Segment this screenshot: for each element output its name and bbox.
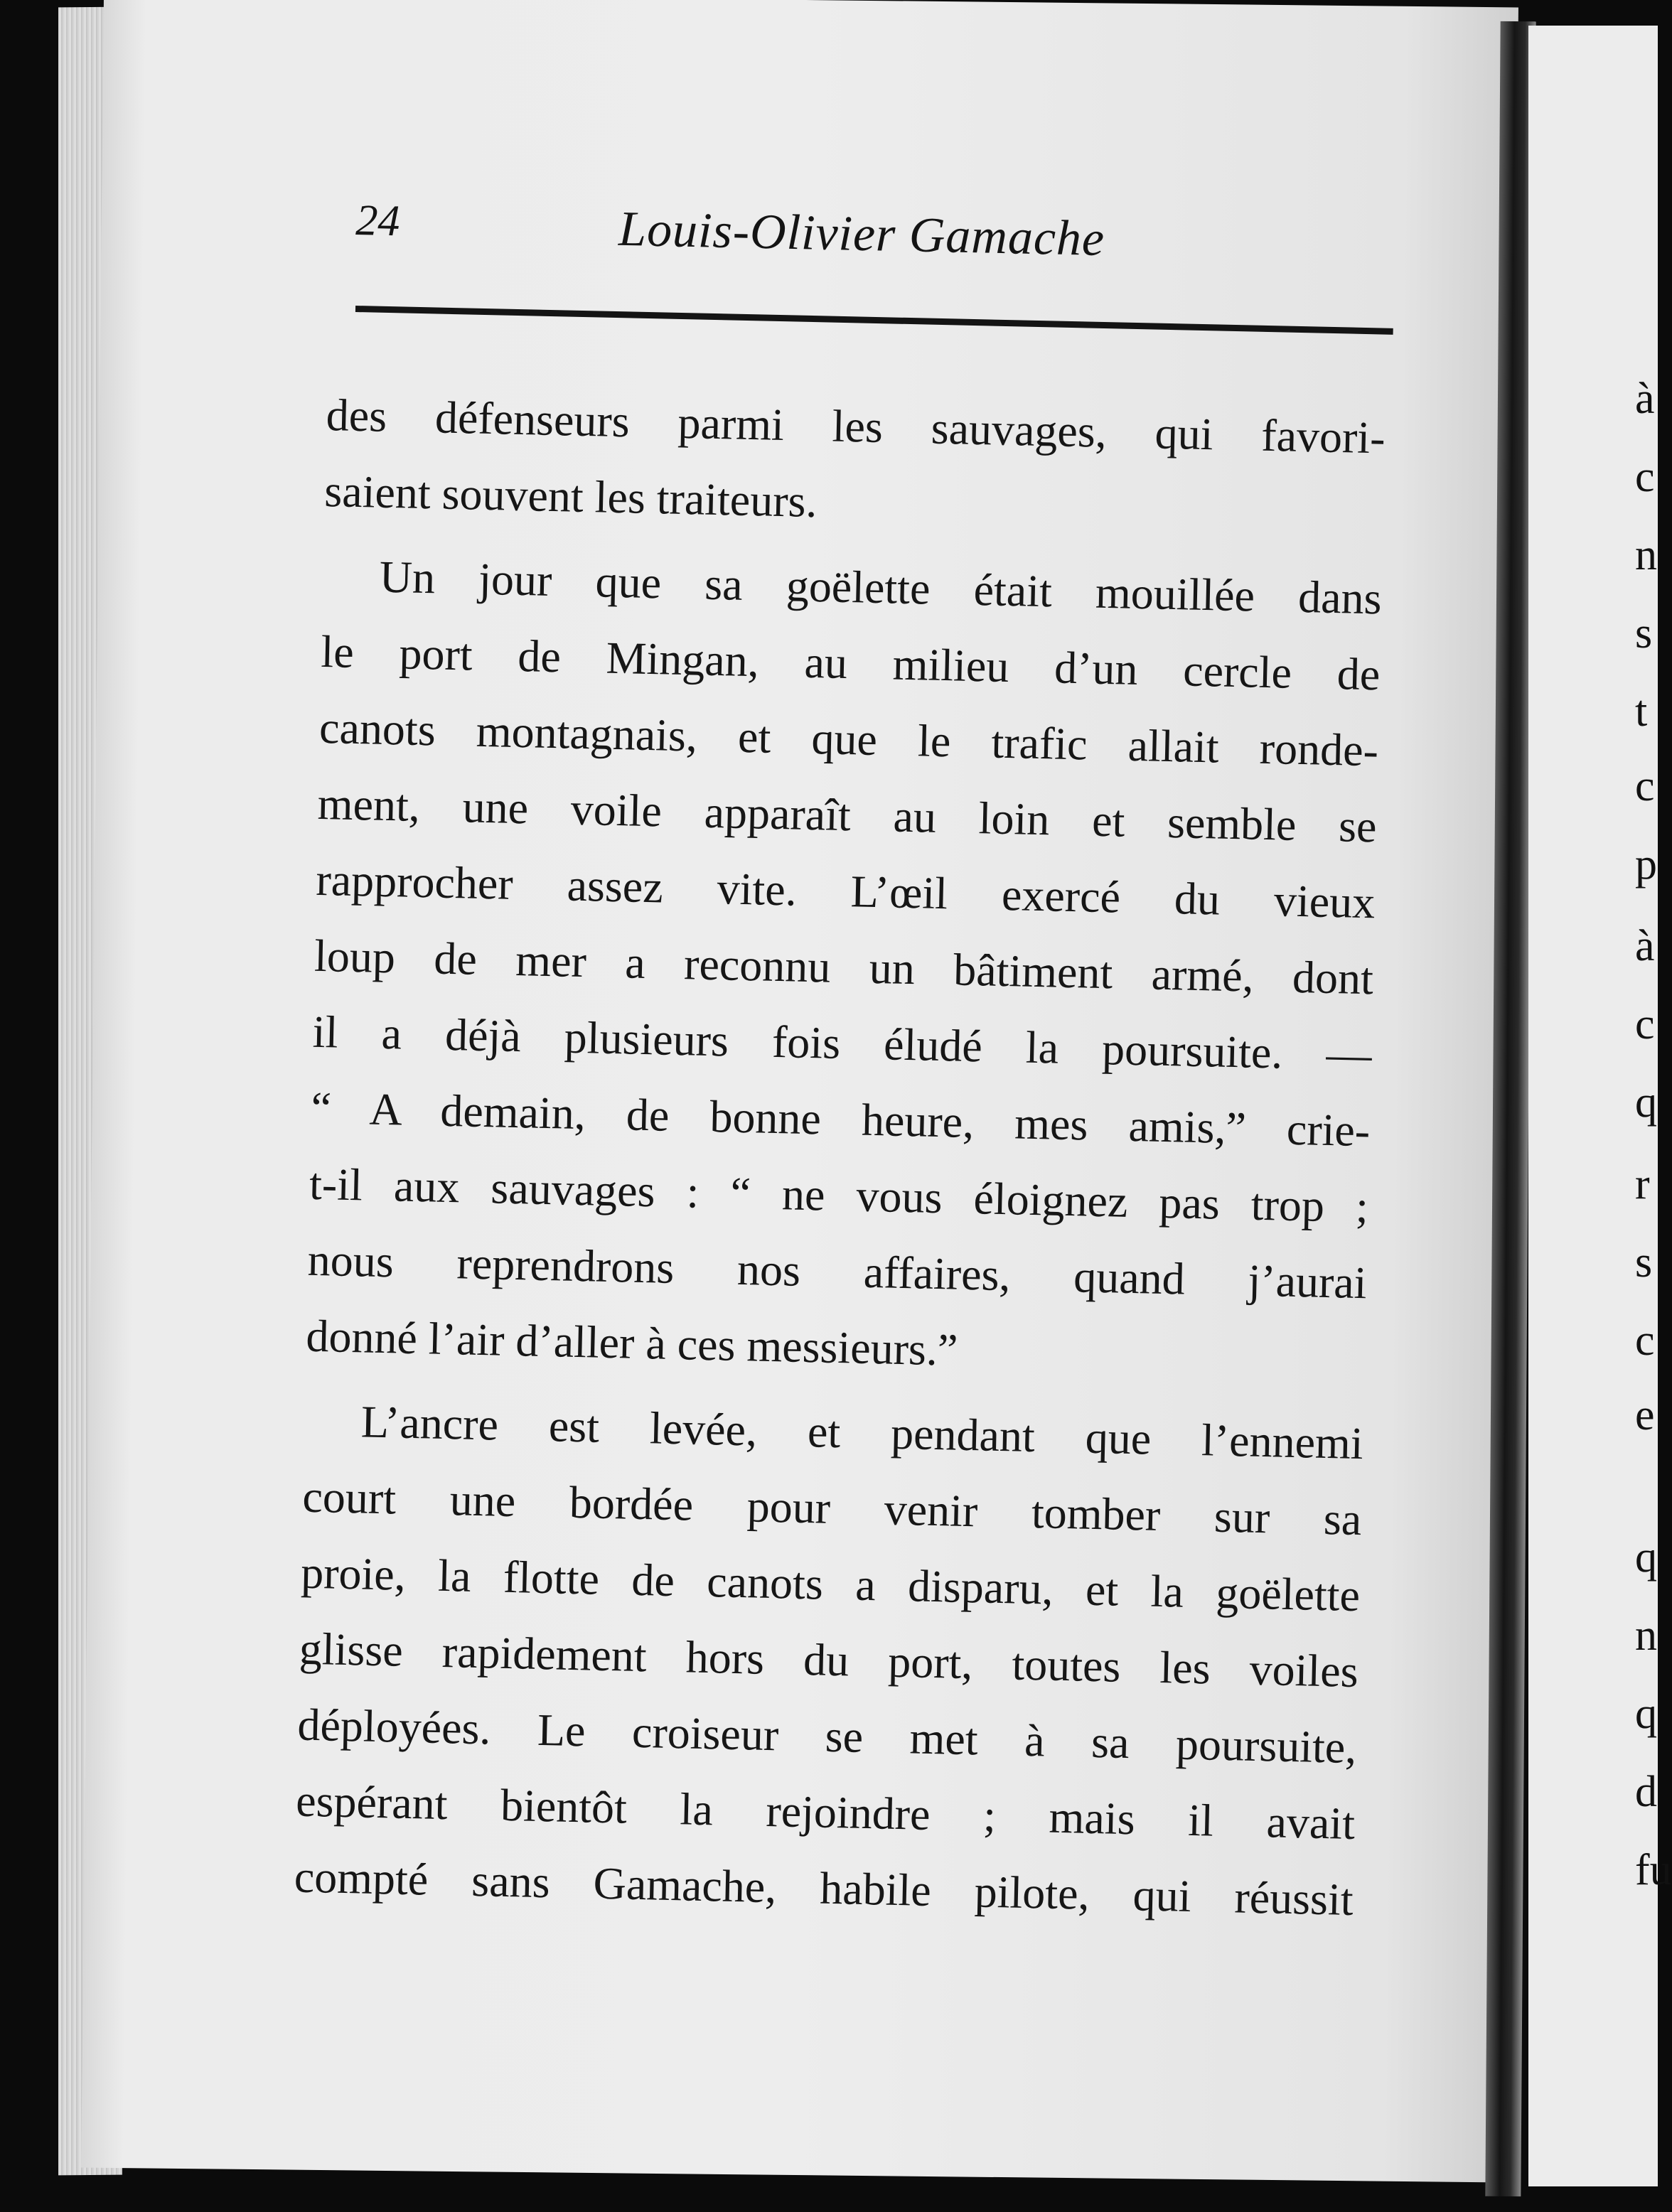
next-page-letter: c: [1635, 762, 1655, 810]
text-line: L’ancre est levée, et pendant que l’ennemi: [360, 1396, 1364, 1469]
next-page-letter: c: [1635, 1316, 1655, 1365]
text-line: glisse rapidement hors du port, toutes les voiles: [299, 1623, 1359, 1697]
text-line: nous reprendrons nos affaires, quand j’aurai: [307, 1234, 1368, 1309]
next-page-letter: à: [1635, 922, 1655, 970]
next-page-letter: c: [1635, 453, 1655, 501]
text-line: Un jour que sa goëlette était mouillée dans: [379, 551, 1383, 624]
next-page-letter: n: [1635, 1611, 1657, 1660]
text-line: proie, la flotte de canots a disparu, et la goëlette: [300, 1547, 1361, 1621]
next-page-letter: fu: [1635, 1846, 1672, 1894]
text-line: compté sans Gamache, habile pilote, qui réussit: [294, 1851, 1354, 1925]
next-page-letter: q: [1635, 1533, 1657, 1582]
next-page-letter: p: [1635, 840, 1657, 888]
text-line: espérant bientôt la rejoindre ; mais il avait: [295, 1775, 1356, 1849]
body-text: [294, 377, 1386, 1938]
text-line: il a déjà plusieurs fois éludé la poursuite. —: [312, 1006, 1373, 1080]
next-page-letter: s: [1635, 1238, 1653, 1287]
text-line: déployées. Le croiseur se met à sa poursuite,: [296, 1699, 1358, 1773]
next-page-letter: q: [1635, 1078, 1657, 1127]
text-line: le port de Mingan, au milieu d’un cercle de: [320, 626, 1381, 700]
text-line: donné l’air d’aller à ces messieurs.”: [305, 1310, 959, 1375]
next-page-letter: n: [1635, 531, 1657, 579]
next-page-edge: [1528, 26, 1672, 2186]
next-page-letter: à: [1635, 375, 1655, 423]
text-line: des défenseurs parmi les sauvages, qui favori-: [326, 389, 1386, 463]
next-page-letter: e: [1635, 1391, 1655, 1439]
running-head: Louis-Olivier Gamache: [618, 201, 1105, 267]
text-line: loup de mer a reconnu un bâtiment armé, dont: [314, 930, 1374, 1004]
text-line: t-il aux sauvages : “ ne vous éloignez pas trop ;: [309, 1158, 1369, 1233]
next-page-letter: c: [1635, 1000, 1655, 1048]
page-number: 24: [355, 196, 401, 246]
next-page-letter: r: [1635, 1160, 1650, 1208]
text-line: “ A demain, de bonne heure, mes amis,” crie-: [310, 1082, 1371, 1156]
text-line: canots montagnais, et que le trafic allait ronde-: [318, 702, 1379, 776]
text-line: court une bordée pour venir tomber sur sa: [301, 1471, 1363, 1545]
next-page-letter: s: [1635, 609, 1653, 657]
text-line: ment, une voile apparaît au loin et semble se: [317, 778, 1378, 852]
text-line: saient souvent les traiteurs.: [323, 465, 818, 527]
next-page-letter: q: [1635, 1690, 1657, 1738]
next-page-letter: d: [1635, 1768, 1657, 1816]
next-page-letter: t: [1635, 687, 1648, 736]
text-line: rapprocher assez vite. L’œil exercé du vieux: [315, 854, 1376, 928]
